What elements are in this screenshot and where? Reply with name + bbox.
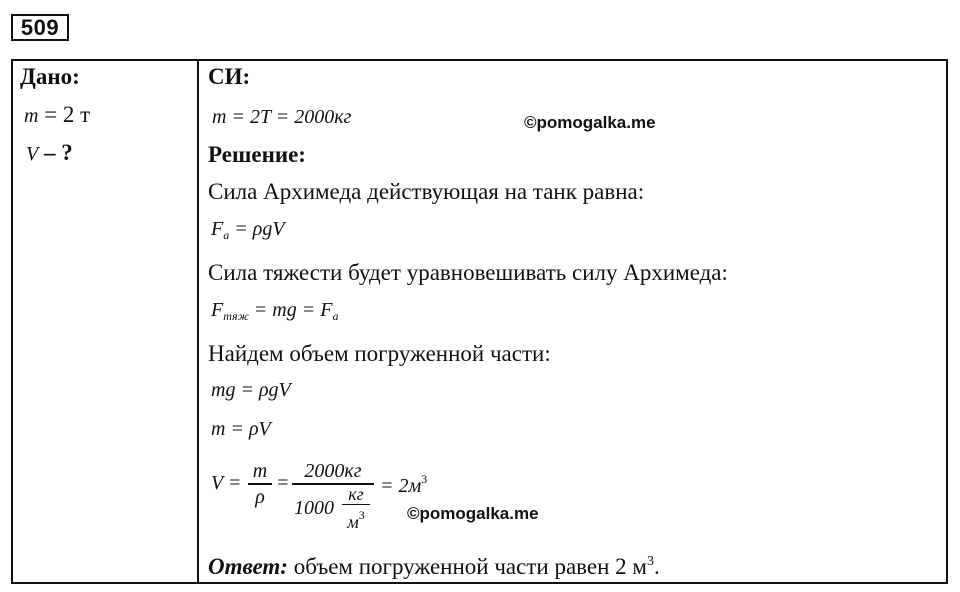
eq1-sub: a	[223, 228, 230, 242]
answer-sup: 3	[646, 554, 654, 569]
eq2-mid: = mg = F	[248, 299, 333, 321]
fraction-1-den: ρ	[255, 485, 265, 508]
solution-line-1: Сила Архимеда действующая на танк равна:	[208, 179, 645, 204]
find-text: – ?	[38, 140, 73, 165]
equation-gravity	[211, 299, 338, 324]
eq5-rhs-sup: 3	[421, 472, 428, 486]
equation-mass: m = ρV	[211, 418, 271, 440]
column-divider	[197, 59, 199, 584]
inner-den-unit: м	[347, 512, 359, 532]
inner-den-sup: 3	[358, 508, 365, 522]
find-symbol: V	[26, 143, 39, 165]
answer-line	[208, 554, 660, 580]
watermark-top: ©pomogalka.me	[524, 113, 656, 132]
given-mass	[24, 102, 90, 128]
given-heading: Дано:	[20, 64, 80, 89]
equation-balance: mg = ρgV	[211, 379, 291, 401]
watermark-bottom: ©pomogalka.me	[407, 504, 539, 523]
fraction-2-den-inner	[342, 484, 370, 533]
answer-label: Ответ:	[208, 554, 288, 579]
si-formula: m = 2T = 2000кг	[212, 106, 352, 128]
given-find	[26, 140, 73, 166]
eq2-sub: тяж	[223, 309, 249, 323]
eq5-rhs-text: = 2м	[380, 475, 422, 497]
solution-line-3: Найдем объем погруженной части:	[208, 341, 551, 366]
fraction-volume	[292, 459, 374, 533]
eq2-sub2: a	[332, 309, 339, 323]
equation-archimedes	[211, 218, 285, 243]
fraction-2-den-number: 1000	[294, 496, 334, 519]
inner-num: кг	[348, 483, 364, 504]
eq5-rhs	[380, 472, 427, 498]
answer-text: объем погруженной части равен 2 м	[287, 554, 647, 579]
answer-end: .	[653, 554, 660, 579]
eq1-rhs: = ρgV	[229, 218, 285, 240]
eq2-lhs: F	[211, 299, 224, 321]
fraction-2-num: 2000кг	[304, 460, 362, 482]
eq5-equals: =	[276, 472, 290, 494]
solution-heading: Решение:	[208, 142, 306, 167]
mass-value: = 2 т	[38, 102, 91, 127]
eq5-lhs: V =	[211, 472, 242, 494]
si-heading: СИ:	[208, 64, 251, 89]
inner-den	[342, 505, 370, 532]
mass-symbol: m	[24, 105, 39, 127]
eq1-lhs: F	[211, 218, 224, 240]
fraction-2-den	[292, 485, 374, 533]
fraction-m-over-rho	[248, 459, 272, 509]
solution-line-2: Сила тяжести будет уравновешивать силу Архимеда:	[208, 260, 728, 285]
fraction-1-num: m	[252, 460, 268, 482]
problem-number: 509	[11, 14, 69, 41]
